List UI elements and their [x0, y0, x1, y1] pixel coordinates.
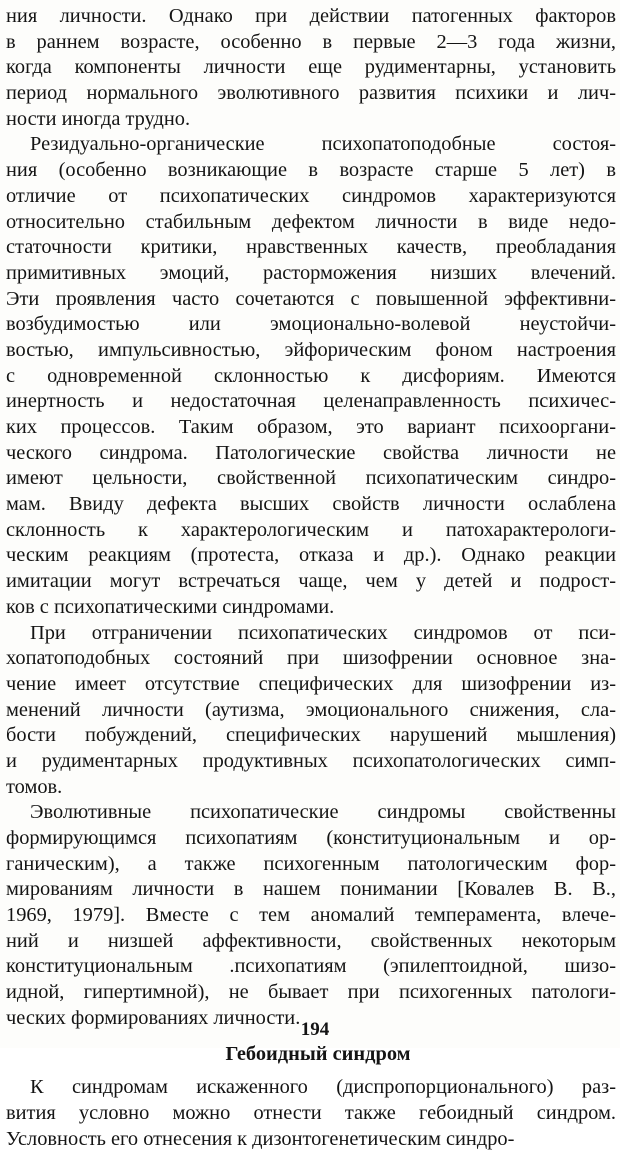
text-line: чение имеет отсутствие специфических для шизофрении из- — [6, 672, 616, 695]
text-line: инертность и недостаточная целенаправленность психичес- — [6, 390, 616, 413]
text-line: мированиям личности в нашем понимании [Ковалев В. В., — [6, 878, 616, 901]
text-line: ний и низшей аффективности, свойственных некоторым — [6, 929, 616, 952]
text-line: При отграничении психопатических синдромов от пси- — [30, 621, 616, 644]
text-line: период нормального эволютивного развития психики и лич- — [6, 82, 616, 105]
text-line: относительно стабильным дефектом личности в виде недо- — [6, 210, 616, 233]
section-heading: Гебоидный синдром — [225, 1042, 411, 1065]
text-line: имеют цельности, свойственной психопатическим синдро- — [6, 467, 616, 490]
text-line: Эволютивные психопатические синдромы свойственны — [30, 801, 616, 824]
text-line: статочности критики, нравственных качеств, преобладания — [6, 236, 616, 259]
text-line: вития условно можно отнести также гебоидный синдром. — [6, 1101, 616, 1124]
text-line: томов. — [6, 775, 63, 798]
text-line: ков с психопатическими синдромами. — [6, 595, 335, 618]
text-line: и рудиментарных продуктивных психопатологических симп- — [6, 749, 616, 772]
text-line: ческого синдрома. Патологические свойства личности не — [6, 441, 616, 464]
text-line: ких процессов. Таким образом, это вариант психооргани- — [6, 416, 616, 438]
text-line: К синдромам искаженного (диспропорционального) раз- — [30, 1076, 616, 1099]
text-line: ганическим), а также психогенным патологическим фор- — [6, 852, 616, 875]
text-line: ческим реакциям (протеста, отказа и др.). Однако реакции — [6, 544, 616, 567]
paragraph — [6, 621, 616, 801]
text-line: идной, гипертимной), не бывает при психогенных патологи- — [6, 981, 616, 1004]
text-line: в раннем возрасте, особенно в первые 2—3 года жизни, — [6, 30, 616, 53]
text-line: возбудимостью или эмоционально-волевой неустойчи- — [6, 313, 616, 336]
text-line: востью, импульсивностью, эйфорическим фоном настроения — [6, 338, 616, 361]
text-line: Условность его отнесения к дизонтогенетическим синдро- — [6, 1127, 515, 1150]
paragraph — [6, 800, 616, 1031]
text-line: менений личности (аутизма, эмоционального снижения, сла- — [6, 698, 616, 721]
page-number: 194 — [300, 1019, 330, 1040]
text-line: отличие от психопатических синдромов характеризуются — [6, 184, 616, 207]
text-line: ности иногда трудно. — [6, 107, 191, 130]
text-line: ческих формированиях личности. — [6, 1006, 301, 1029]
text-line: когда компоненты личности еще рудиментарны, установить — [6, 56, 616, 79]
text-line: 1969, 1979]. Вместе с тем аномалий темперамента, влече- — [6, 904, 616, 927]
text-line: с одновременной склонностью к дисфориям. Имеются — [6, 364, 616, 387]
text-line: ния личности. Однако при действии патогенных факторов — [6, 5, 616, 27]
text-line: мам. Ввиду дефекта высших свойств личности ослаблена — [6, 493, 616, 516]
paragraph — [6, 1075, 616, 1152]
paragraph — [6, 4, 616, 132]
text-line: формирующимся психопатиям (конституциональным и ор- — [6, 827, 616, 849]
text-line: конституциональным .психопатиям (эпилептоидной, шизо- — [6, 955, 616, 978]
body-text — [6, 4, 616, 1152]
text-line: Эти проявления часто сочетаются с повышенной эффективни- — [6, 287, 616, 310]
text-line: хопатоподобных состояний при шизофрении основное зна- — [6, 647, 616, 670]
text-line: Резидуально-органические психопатоподобные состоя- — [30, 133, 616, 156]
text-line: бости побуждений, специфических нарушений мышления) — [6, 724, 616, 747]
text-line: примитивных эмоций, расторможения низших влечений. — [6, 261, 616, 284]
text-line: имитации могут встречаться чаще, чем у детей и подрост- — [6, 570, 616, 593]
text-line: ния (особенно возникающие в возрасте старше 5 лет) в — [6, 159, 616, 182]
paragraph — [6, 132, 616, 620]
text-line: склонность к характерологическим и патохарактерологи- — [6, 518, 616, 541]
